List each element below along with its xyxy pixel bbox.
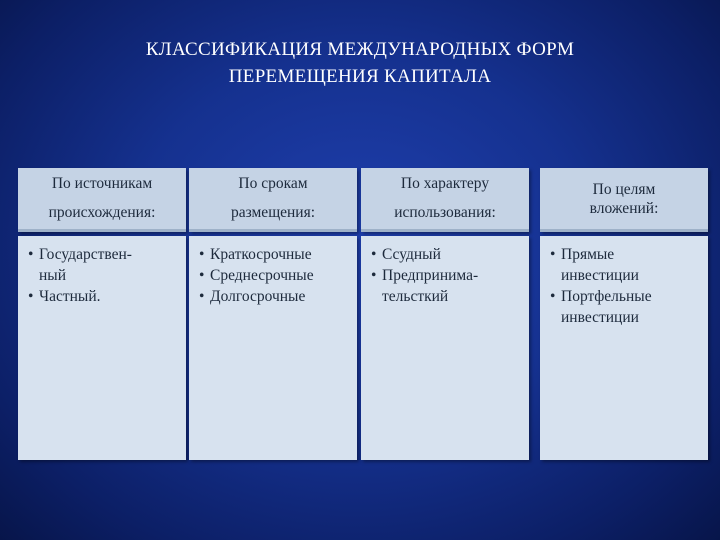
list-item bbox=[550, 244, 700, 286]
header-line: происхождения: bbox=[48, 203, 156, 221]
item-text: • Долгосрочные bbox=[210, 288, 306, 305]
item-text: • Частный. bbox=[39, 288, 101, 305]
category-header bbox=[540, 168, 708, 232]
category-header bbox=[18, 168, 186, 232]
header-line: По целям bbox=[592, 180, 656, 198]
item-text: инвестиции bbox=[561, 267, 639, 284]
item-text: • Прямые bbox=[561, 246, 615, 263]
category-list bbox=[28, 244, 178, 307]
category-column-sources bbox=[18, 168, 186, 460]
item-text: • Предпринима- bbox=[382, 267, 479, 284]
list-item bbox=[371, 265, 521, 307]
category-body bbox=[18, 236, 186, 460]
category-list bbox=[371, 244, 521, 307]
list-item bbox=[550, 286, 700, 328]
item-text: • Краткосрочные bbox=[210, 246, 312, 263]
category-body bbox=[540, 236, 708, 460]
item-text: • Портфельные bbox=[561, 288, 652, 305]
header-line: размещения: bbox=[230, 203, 316, 221]
title-line-2: ПЕРЕМЕЩЕНИЯ КАПИТАЛА bbox=[228, 66, 492, 87]
category-body bbox=[361, 236, 529, 460]
title-line-1: КЛАССИФИКАЦИЯ МЕЖДУНАРОДНЫХ ФОРМ bbox=[145, 39, 575, 60]
list-item bbox=[28, 244, 178, 286]
header-line: По характеру bbox=[400, 175, 490, 193]
list-item bbox=[199, 265, 349, 286]
category-header bbox=[189, 168, 357, 232]
item-text: ный bbox=[39, 267, 67, 284]
category-column-usage bbox=[361, 168, 529, 460]
category-column-terms bbox=[189, 168, 357, 460]
item-text: • Государствен- bbox=[39, 246, 132, 263]
category-list bbox=[199, 244, 349, 307]
slide-title bbox=[30, 36, 690, 90]
list-item bbox=[28, 286, 178, 307]
item-text: • Ссудный bbox=[382, 246, 441, 263]
item-text: тельсткий bbox=[382, 288, 449, 305]
item-text: • Среднесрочные bbox=[210, 267, 314, 284]
category-column-goals bbox=[540, 168, 708, 460]
category-header bbox=[361, 168, 529, 232]
category-list bbox=[550, 244, 700, 328]
item-text: инвестиции bbox=[561, 309, 639, 326]
list-item bbox=[199, 244, 349, 265]
header-line: По срокам bbox=[238, 175, 308, 193]
header-line: вложений: bbox=[589, 199, 659, 217]
list-item bbox=[199, 286, 349, 307]
list-item bbox=[371, 244, 521, 265]
header-line: По источникам bbox=[51, 175, 153, 193]
header-line: использования: bbox=[394, 203, 496, 221]
category-body bbox=[189, 236, 357, 460]
